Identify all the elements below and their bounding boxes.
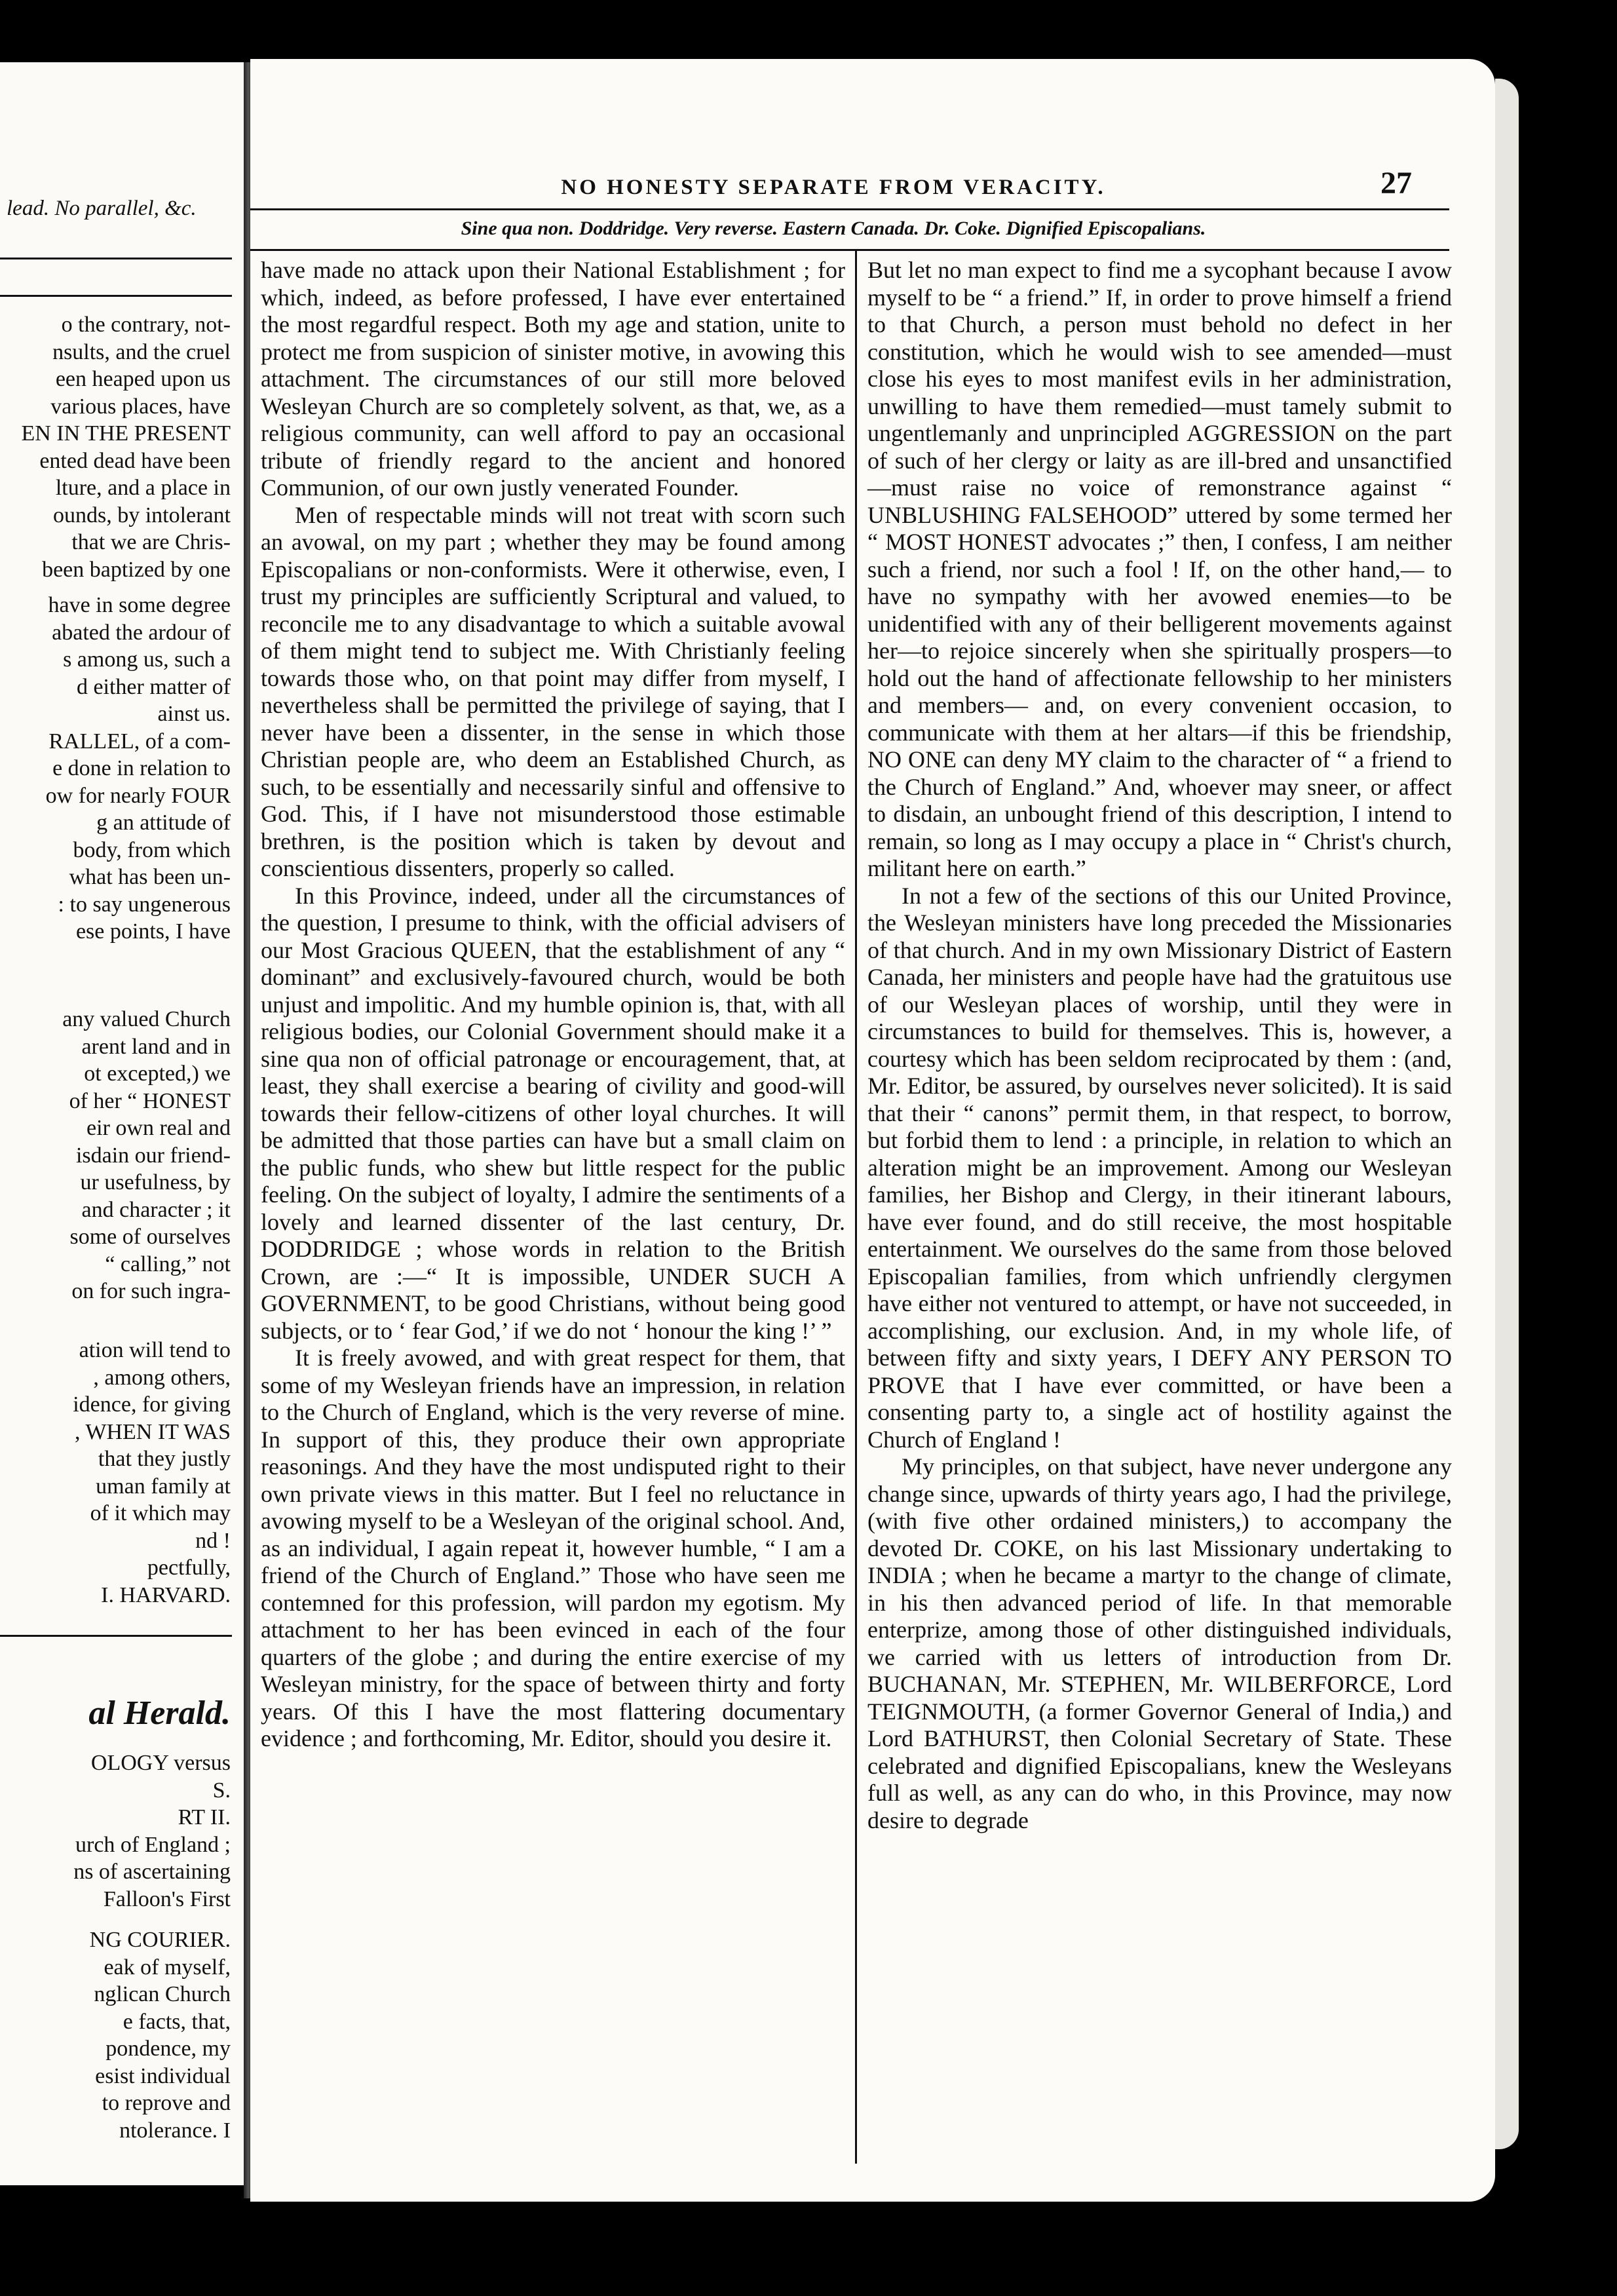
paragraph: But let no man expect to find me a sycophant because I avow myself to be “ a friend.” If, in order to prove himself a friend to that Church, a person must behold no defect in her constitution, which he would wish to see amended—must close his eyes to most manifest evils in her administration, unwilling to have them remedied—must tamely submit to ungentlemanly and unprincipled AGGRESSION on the part of such of her clergy or laity as are ill-bred and unsanctified—must raise no voice of remonstrance against “ UNBLUSHING FALSEHOOD” uttered by some termed her “ MOST HONEST advocates ;” then, I confess, I am neither such a friend, nor such a fool ! If, on the other hand,— to have no sympathy with her avowed enemies—to be unidentified with any of their belligerent movements against her—to rejoice sincerely when she spiritually prospers—to hold out the hand of affectionate fellowship to her ministers and members— and, on every convenient occasion, to communicate with them at her altars—if this be friendship, NO ONE can deny MY claim to the character of “ a friend to the Church of England.” And, whoever may sneer, or affect to disdain, an unbought friend of this description, I intend to remain, so long as I may occupy a place in “ Christ's church, militant here on earth.” xyxy=(867,257,1452,881)
left-page-header: lead. No parallel, &c. xyxy=(7,197,197,220)
left-text-line: nsults, and the cruel xyxy=(52,339,231,364)
left-text-line: pectfully, xyxy=(147,1556,231,1580)
left-text-line: e done in relation to xyxy=(52,756,231,780)
left-text-line: of her “ HONEST xyxy=(69,1088,231,1113)
running-head: NO HONESTY SEPARATE FROM VERACITY. xyxy=(561,176,1106,199)
left-text-line: ounds, by intolerant xyxy=(52,503,231,527)
left-block-5 xyxy=(0,1750,231,1913)
left-text-line: of it which may xyxy=(90,1501,231,1525)
left-text-line: ented dead have been xyxy=(39,448,231,473)
left-block-4 xyxy=(0,1337,231,1609)
left-text-line: eir own real and xyxy=(86,1116,231,1140)
column-1 xyxy=(261,257,845,1753)
left-text-line: on for such ingra- xyxy=(71,1279,231,1303)
left-text-line: ot excepted,) we xyxy=(84,1062,231,1086)
left-text-line: been baptized by one xyxy=(42,557,231,582)
left-text-line: and character ; it xyxy=(81,1197,231,1222)
left-text-line: uman family at xyxy=(96,1474,231,1499)
page-edge xyxy=(1495,79,1519,2149)
left-section-title: al Herald. xyxy=(88,1694,231,1732)
left-text-line: ation will tend to xyxy=(79,1338,231,1362)
left-text-line: , WHEN IT WAS xyxy=(75,1419,231,1444)
left-text-line: RALLEL, of a com- xyxy=(48,729,231,754)
right-page xyxy=(250,59,1495,2202)
column-divider xyxy=(855,250,857,2164)
left-text-line: NG COURIER. xyxy=(89,1928,231,1952)
left-text-line: urch of England ; xyxy=(75,1832,231,1857)
left-block-1 xyxy=(0,311,231,583)
left-text-line: een heaped upon us xyxy=(55,367,231,391)
paragraph: Men of respectable minds will not treat with scorn such an avowal, on my part ; whether they may be found among Episcopalians or non-conformists. Were it otherwise, even, I trust my principles are sufficiently Scriptural and valued, to reconcile me to any disadvantage to which a suitable avowal of them might tend to subject me. With Christianly feeling towards those who, on that point may differ from myself, I nevertheless shall be permitted the privilege of saying, that I never have been a dissenter, in the sense in which those Christian people are, who deem an Established Church, as such, to be essentially and necessarily sinful and offensive to God. This, if I have not misunderstood those estimable brethren, is the position which is taken by devout and conscientious dissenters, properly so called. xyxy=(261,501,845,881)
left-header-rule-2 xyxy=(0,295,232,297)
paragraph: In this Province, indeed, under all the circumstances of the question, I presume to think, with the official advisers of our Most Gracious QUEEN, that the establishment of any “ dominant” and exclusively-favoured church, would be both unjust and impolitic. And my humble opinion is, that, with all religious bodies, our Colonial Government should make it a sine qua non of official patronage or encouragement, that, at least, they shall exercise a bearing of civility and good-will towards their fellow-citizens of other loyal churches. It will be admitted that those parties can have but a small claim on the public funds, who shew but little respect for the public feeling. On the subject of loyalty, I admire the sentiments of a lovely and learned dissenter of the last century, Dr. DODDRIDGE ; whose words in relation to the British Crown, are :—“ It is impossible, UNDER SUCH A GOVERNMENT, to be good Christians, without being good subjects, or to ‘ fear God,’ if we do not ‘ honour the king !’ ” xyxy=(261,882,845,1344)
left-text-line: that we are Chris- xyxy=(71,530,231,554)
left-text-line: OLOGY versus xyxy=(90,1751,231,1775)
left-text-line: some of ourselves xyxy=(69,1225,231,1249)
left-text-line: body, from which xyxy=(73,837,231,862)
left-text-line: RT II. xyxy=(178,1805,231,1829)
paragraph: have made no attack upon their National Establishment ; for which, indeed, as before professed, I have ever entertained the most regardful respect. Both my age and station, unite to protect me from suspicion of sinister motive, in avowing this attachment. The circumstances of our still more beloved Wesleyan Church are so completely solvent, as that, we, as a religious community, can well afford to pay an occasional tribute of friendly regard to the ancient and honored Communion, of our own justly venerated Founder. xyxy=(261,257,845,501)
column-2 xyxy=(867,257,1452,1834)
left-text-line: eak of myself, xyxy=(104,1955,231,1980)
left-text-line: S. xyxy=(212,1778,231,1803)
left-text-line: d either matter of xyxy=(76,674,231,699)
paragraph: My principles, on that subject, have never undergone any change since, upwards of thirty years ago, I had the privilege, (with five other ordained ministers,) to accompany the devoted Dr. COKE, on his last Missionary undertaking to INDIA ; when he became a martyr to the change of climate, in his then advanced period of life. In that memorable enterprize, among those of other distinguished individuals, we carried with us letters of introduction from Dr. BUCHANAN, Mr. STEPHEN, Mr. WILBERFORCE, Lord TEIGNMOUTH, (a former Governor General of India,) and Lord BATHURST, then Colonial Secretary of State. These celebrated and dignified Episcopalians, knew the Wesleyans full as well, as any can do who, in this Province, may now desire to degrade xyxy=(867,1453,1452,1833)
left-text-line: nd ! xyxy=(195,1528,231,1553)
left-text-line: any valued Church xyxy=(62,1007,231,1031)
left-text-line: esist individual xyxy=(95,2063,231,2088)
left-text-line: have in some degree xyxy=(48,593,231,617)
left-section-rule xyxy=(0,1635,232,1637)
left-page xyxy=(0,62,248,2185)
page-number: 27 xyxy=(1380,166,1412,201)
left-text-line: e facts, that, xyxy=(123,2009,231,2034)
left-text-line: arent land and in xyxy=(81,1034,231,1059)
left-header-rule xyxy=(0,258,232,259)
left-text-line: Falloon's First xyxy=(103,1886,231,1911)
left-text-line: I. HARVARD. xyxy=(101,1582,231,1607)
left-text-line: pondence, my xyxy=(105,2037,231,2061)
left-text-line: ainst us. xyxy=(157,702,231,726)
left-text-line: nglican Church xyxy=(94,1982,231,2006)
head-rule xyxy=(250,208,1449,210)
left-text-line: ntolerance. I xyxy=(119,2118,231,2143)
left-text-line: idence, for giving xyxy=(73,1392,231,1417)
left-text-line: , among others, xyxy=(93,1365,231,1390)
left-text-line: lture, and a place in xyxy=(55,476,231,500)
left-text-line: ese points, I have xyxy=(75,919,231,944)
paragraph: In not a few of the sections of this our United Province, the Wesleyan ministers have long preceded the Missionaries of that church. And in my own Missionary District of Eastern Canada, her ministers and people have had the gratuitous use of our Wesleyan places of worship, until they were in circumstances to build for themselves. This is, however, a courtesy which has been seldom reciprocated by them : (and, Mr. Editor, be assured, by ourselves never solicited). It is said that their “ canons” permit them, in that respect, to borrow, but forbid them to lend : a principle, in relation to which an alteration might be an improvement. Among our Wesleyan families, her Bishop and Clergy, in their itinerant labours, have ever found, and do still receive, the most hospitable entertainment. We ourselves do the same from those beloved Episcopalian families, from which unfriendly clergymen have either not ventured to attempt, or have not succeeded, in accomplishing, our exclusion. And, in my whole life, of between fifty and sixty years, I DEFY ANY PERSON TO PROVE that I have ever committed, or have been a consenting party to, a single act of hostility against the Church of England ! xyxy=(867,882,1452,1453)
paragraph: It is freely avowed, and with great respect for them, that some of my Wesleyan friends have an impression, in relation to the Church of England, which is the very reverse of mine. In support of this, they produce their own appropriate reasonings. And they have the most undisputed right to their own private views in this matter. But I feel no reluctance in avowing myself to be a Wesleyan of the original school. And, as an individual, I again repeat it, however humble, “ I am a friend of the Church of England.” Those who have seen me contemned for this profession, will pardon my egotism. My attachment to her has been evinced in each of the four quarters of the globe ; and during the entire exercise of my Wesleyan ministry, for the space of between thirty and forty years. Of this I have the most flattering documentary evidence ; and forthcoming, Mr. Editor, should you desire it. xyxy=(261,1345,845,1751)
left-text-line: “ calling,” not xyxy=(105,1252,231,1276)
left-text-line: abated the ardour of xyxy=(52,620,231,645)
left-text-line: : to say ungenerous xyxy=(58,892,231,917)
left-text-line: EN IN THE PRESENT xyxy=(21,421,231,446)
subhead-rule xyxy=(250,249,1449,251)
left-block-2 xyxy=(0,592,231,946)
left-text-line: ow for nearly FOUR xyxy=(45,783,231,808)
left-text-line: various places, have xyxy=(50,394,231,419)
left-block-6 xyxy=(0,1926,231,2144)
left-text-line: g an attitude of xyxy=(96,811,231,835)
left-text-line: o the contrary, not- xyxy=(61,313,231,337)
left-text-line: what has been un- xyxy=(69,865,231,889)
left-block-3 xyxy=(0,1006,231,1305)
subheading: Sine qua non. Doddridge. Very reverse. Eastern Canada. Dr. Coke. Dignified Episcopalians. xyxy=(461,218,1206,239)
left-text-line: ur usefulness, by xyxy=(80,1170,231,1195)
left-text-line: ns of ascertaining xyxy=(73,1860,231,1884)
left-text-line: s among us, such a xyxy=(63,647,231,672)
left-text-line: to reprove and xyxy=(102,2091,231,2115)
left-text-line: that they justly xyxy=(98,1447,231,1471)
left-text-line: isdain our friend- xyxy=(75,1143,231,1168)
